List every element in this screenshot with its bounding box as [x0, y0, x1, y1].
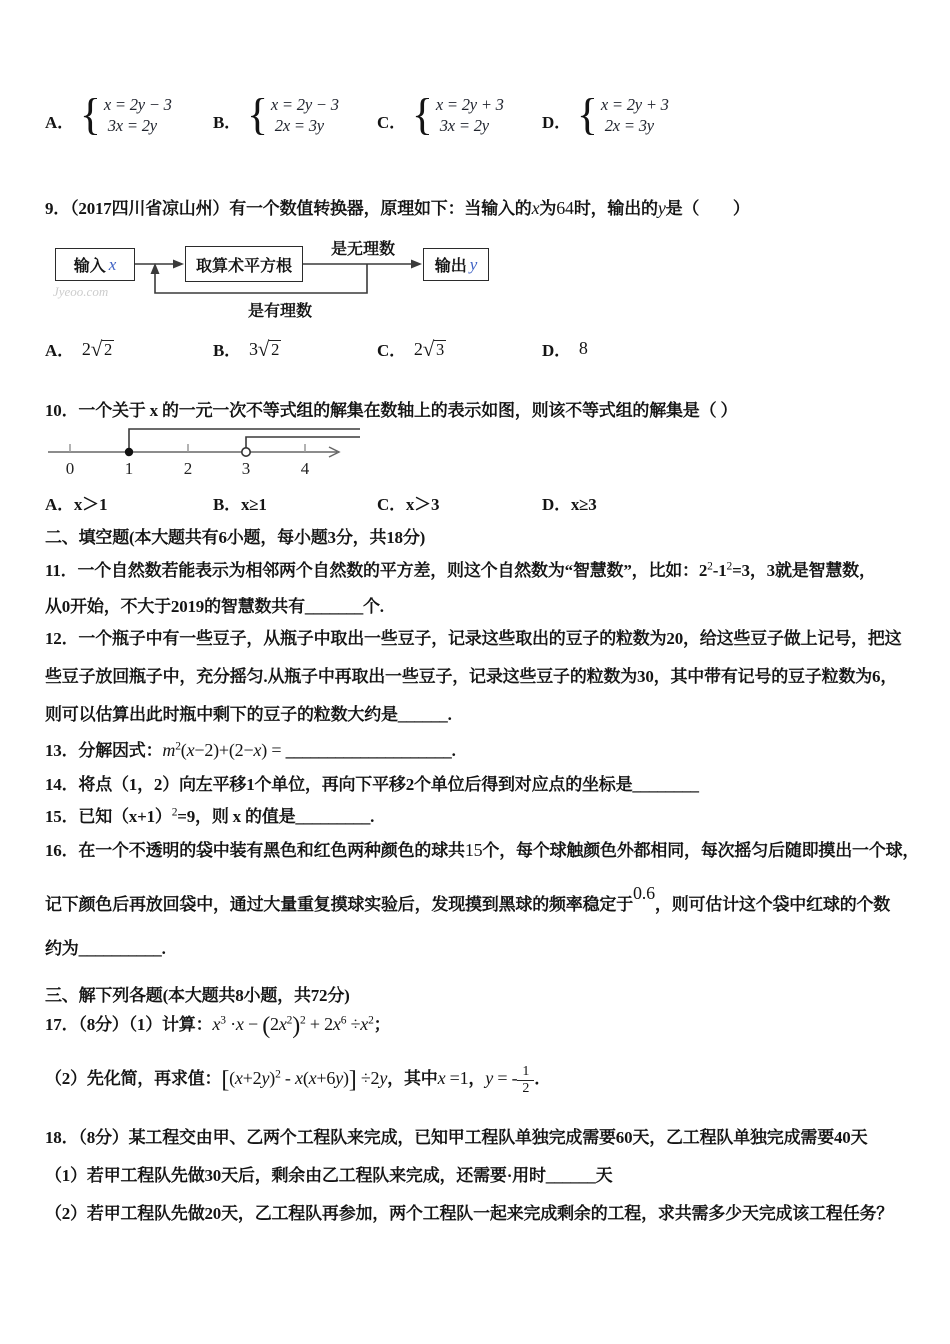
- text-segment: x: [234, 1068, 243, 1088]
- watermark: Jyeoo.com: [53, 284, 109, 299]
- question-18-part-1: （1）若甲工程队先做30天后，剩余由乙工程队来完成，还需要·用时______天: [45, 1166, 613, 1185]
- text-segment: x: [278, 1014, 287, 1034]
- text-segment: ____________________.: [285, 741, 456, 760]
- q10-option-d: D．x≥3: [542, 495, 597, 514]
- text-segment: ): [342, 1068, 349, 1088]
- question-12-line-1: 12．一个瓶子中有一些豆子，从瓶子中取出一些豆子，记录这些取出的豆子的粒数为20，给这些豆子做上记号，把这: [45, 629, 902, 648]
- text-segment: -1: [712, 561, 727, 580]
- text-segment: ) =: [261, 740, 286, 760]
- q8-option-c: [377, 90, 504, 140]
- text-segment: ): [269, 1068, 276, 1088]
- text-segment: x: [437, 1068, 446, 1088]
- flowchart-process-box: [185, 246, 303, 282]
- open-endpoint-at-3: [242, 448, 250, 456]
- flowchart-input-box: [55, 248, 135, 281]
- equation-system: [271, 94, 339, 136]
- text-segment: ÷: [346, 1014, 361, 1034]
- system-brace: {: [246, 90, 268, 140]
- question-16-line-1: [45, 836, 919, 861]
- text-segment: -: [280, 1068, 296, 1088]
- text-segment: 2: [81, 338, 91, 359]
- text-segment: (: [302, 1068, 309, 1088]
- equation: 3x = 2y: [103, 116, 157, 135]
- section-3-heading: 三、解下列各题(本大题共8小题，共72分): [45, 986, 350, 1005]
- option-value: [579, 338, 588, 359]
- text-segment: 时，输出的: [573, 199, 658, 218]
- text-segment: √ 3: [422, 336, 445, 361]
- text-segment: 2: [368, 1014, 374, 1027]
- system-brace: {: [79, 90, 101, 140]
- q8-option-b: [213, 90, 339, 140]
- text-segment: + 2: [305, 1014, 333, 1034]
- text-segment: 2: [707, 560, 713, 573]
- system-brace: {: [576, 90, 598, 140]
- text-segment: ÷2: [356, 1068, 380, 1088]
- text-segment: 2: [413, 338, 423, 359]
- text-segment: = -: [493, 1068, 518, 1088]
- text-segment: y: [261, 1068, 270, 1088]
- question-12-line-3: 则可以估算出此时瓶中剩下的豆子的粒数大约是______.: [45, 705, 452, 724]
- text-segment: √ 2: [257, 336, 280, 361]
- text-segment: （2）先化简，再求值：: [45, 1069, 222, 1088]
- text-segment: x: [332, 1014, 341, 1034]
- text-segment: 9．（2017四川省凉山州）有一个数值转换器，原理如下：当输入的: [45, 199, 532, 218]
- q10-options-row: [45, 490, 925, 514]
- question-11-line-1: [45, 556, 876, 581]
- text-segment: 3: [220, 1014, 226, 1027]
- q9-options-row: [45, 336, 925, 370]
- text-segment: 2: [275, 1068, 281, 1081]
- text-segment: 2: [286, 1014, 293, 1027]
- equation: x = 2y − 3: [270, 95, 339, 114]
- question-16-line-2: [45, 883, 891, 915]
- text-segment: ，: [468, 1069, 486, 1088]
- text-segment: 为: [539, 199, 557, 218]
- output-variable: y: [469, 254, 478, 274]
- equation: 2x = 3y: [270, 116, 324, 135]
- text-segment: 2: [270, 1014, 279, 1034]
- output-label: 输出: [434, 258, 467, 275]
- text-segment: 8: [578, 338, 588, 358]
- text-segment: +2: [242, 1068, 262, 1088]
- q10-option-b: B．x≥1: [213, 495, 267, 514]
- text-segment: (: [262, 1013, 271, 1039]
- text-segment: x: [212, 1014, 221, 1034]
- equation-system: [601, 94, 669, 136]
- equation-system: [436, 94, 504, 136]
- text-segment: =9，则 x 的值是_________.: [177, 807, 375, 826]
- text-segment: 记下颜色后再放回袋中，通过大量重复摸球实验后，发现摸到黑球的频率稳定于: [45, 895, 633, 914]
- equation: x = 2y − 3: [103, 95, 172, 114]
- text-segment: 3: [248, 338, 258, 359]
- q10-option-a: A．x＞1: [45, 495, 108, 514]
- option-value: [82, 338, 114, 360]
- option-label: C．: [377, 341, 406, 360]
- flowchart-label-irrational: 是无理数: [331, 241, 396, 258]
- text-segment: 15．已知（x+1）: [45, 807, 172, 826]
- text-segment: √ 2: [90, 336, 113, 361]
- text-segment: ): [292, 1013, 300, 1039]
- equation: 2x = 3y: [600, 116, 654, 135]
- equation: 3x = 2y: [435, 116, 489, 135]
- tick-label: 2: [183, 459, 193, 478]
- q9-option-b: [213, 336, 281, 361]
- text-segment: 0.6: [633, 883, 655, 903]
- text-segment: x: [308, 1068, 317, 1088]
- text-segment: (: [180, 740, 187, 760]
- question-17-part-2: [45, 1064, 551, 1096]
- q8-option-d: [542, 90, 669, 140]
- text-segment: y: [379, 1068, 388, 1088]
- text-segment: 15: [464, 840, 483, 860]
- question-14: 14．将点（1，2）向左平移1个单位，再向下平移2个单位后得到对应点的坐标是________: [45, 775, 699, 794]
- value-converter-flowchart: [45, 234, 515, 328]
- text-segment: ．: [534, 1069, 552, 1088]
- text-segment: =1: [445, 1068, 469, 1088]
- option-value: [414, 338, 446, 360]
- question-16-line-3: 约为__________.: [45, 939, 166, 958]
- equation: x = 2y + 3: [600, 95, 669, 114]
- text-segment: y: [335, 1068, 343, 1088]
- system-brace: {: [411, 90, 433, 140]
- text-segment: y: [657, 198, 666, 218]
- section-2-heading: 二、填空题(本大题共有6小题，每小题3分，共18分): [45, 528, 426, 547]
- q8-option-a: [45, 90, 172, 140]
- text-segment: y: [485, 1068, 494, 1088]
- text-segment: x: [235, 1014, 244, 1034]
- q9-option-c: [377, 336, 446, 361]
- input-variable: x: [108, 254, 117, 274]
- option-label: A．: [45, 341, 74, 360]
- text-segment: x: [253, 740, 262, 760]
- question-13: [45, 736, 456, 761]
- text-segment: x: [295, 1068, 303, 1088]
- input-label: 输入: [73, 258, 106, 275]
- flowchart-output-box: [423, 248, 489, 281]
- question-12-line-2: 些豆子放回瓶子中，充分摇匀.从瓶子中再取出一些豆子，记录这些豆子的粒数为30，其中带有记号的豆子粒数为6，: [45, 667, 898, 686]
- q9-option-d: [542, 336, 588, 361]
- question-15: [45, 802, 374, 827]
- option-label: C．: [377, 113, 406, 132]
- tick-label: 0: [65, 459, 75, 478]
- q10-option-c: C．x＞3: [377, 495, 440, 514]
- text-segment: 16．在一个不透明的袋中装有黑色和红色两种颜色的球共: [45, 841, 465, 860]
- text-segment: ，其中: [387, 1069, 438, 1088]
- tick-label: 4: [300, 459, 310, 478]
- text-segment: ，则可估计这个袋中红球的个数: [654, 895, 891, 914]
- option-label: B．: [213, 341, 241, 360]
- equation: x = 2y + 3: [435, 95, 504, 114]
- ray-from-3: [246, 437, 360, 448]
- q8-options-row: [45, 90, 925, 164]
- text-segment: 2: [171, 806, 178, 819]
- option-label: B．: [213, 113, 241, 132]
- text-segment: 2: [175, 740, 181, 753]
- text-segment: 个，每个球触颜色外都相同，每次摇匀后随即摸出一个球，: [482, 841, 920, 860]
- text-segment: 11．一个自然数若能表示为相邻两个自然数的平方差，则这个自然数为“智慧数”，比如：2: [45, 561, 708, 580]
- option-value: [249, 338, 281, 360]
- text-segment: 13．分解因式：: [45, 741, 163, 760]
- text-segment: 6: [340, 1014, 347, 1027]
- text-segment: 64: [556, 198, 574, 218]
- text-segment: +6: [316, 1068, 336, 1088]
- text-segment: $\frac{1}{2}$: [517, 1064, 534, 1096]
- text-segment: 17．（8分）（1）计算：: [45, 1015, 213, 1034]
- text-segment: ]: [348, 1067, 357, 1093]
- text-segment: (: [229, 1068, 235, 1088]
- question-10-stem: 10．一个关于 x 的一元一次不等式组的解集在数轴上的表示如图，则该不等式组的解集是（ ）: [45, 401, 738, 420]
- tick-label: 3: [241, 459, 251, 478]
- tick-label: 1: [124, 459, 134, 478]
- text-segment: 2: [300, 1014, 306, 1027]
- text-segment: =3，3就是智慧数，: [732, 561, 876, 580]
- question-17-part-1: [45, 1010, 390, 1040]
- option-label: D．: [542, 113, 571, 132]
- text-segment: x: [186, 740, 195, 760]
- question-11-line-2: 从0开始，不大于2019的智慧数共有_______个.: [45, 597, 384, 616]
- text-segment: −: [243, 1014, 263, 1034]
- text-segment: −2)+(2−: [194, 740, 254, 760]
- equation-system: [104, 94, 172, 136]
- option-label: A．: [45, 113, 74, 132]
- text-segment: ；: [373, 1015, 391, 1034]
- text-segment: [: [221, 1067, 230, 1093]
- flowchart-label-rational: 是有理数: [248, 303, 313, 320]
- arrowhead: [411, 260, 422, 269]
- text-segment: x: [360, 1014, 369, 1034]
- question-18-stem: 18．（8分）某工程交由甲、乙两个工程队来完成，已知甲工程队单独完成需要60天，乙工程队单独完成需要40天: [45, 1128, 868, 1147]
- option-label: D．: [542, 341, 571, 360]
- process-label: 取算术平方根: [195, 257, 292, 275]
- q9-option-a: [45, 336, 114, 361]
- number-line-diagram: [40, 422, 370, 484]
- question-18-part-2: （2）若甲工程队先做20天，乙工程队再参加，两个工程队一起来完成剩余的工程，求共需多少天完成该工程任务？: [45, 1204, 894, 1223]
- text-segment: x: [531, 198, 540, 218]
- text-segment: ·: [225, 1014, 236, 1034]
- text-segment: 2: [726, 560, 733, 573]
- text-segment: m: [162, 740, 176, 760]
- closed-endpoint-at-1: [125, 448, 133, 456]
- text-segment: 是（ ）: [665, 199, 750, 218]
- arrowhead: [173, 260, 184, 269]
- question-9-stem: [45, 194, 750, 219]
